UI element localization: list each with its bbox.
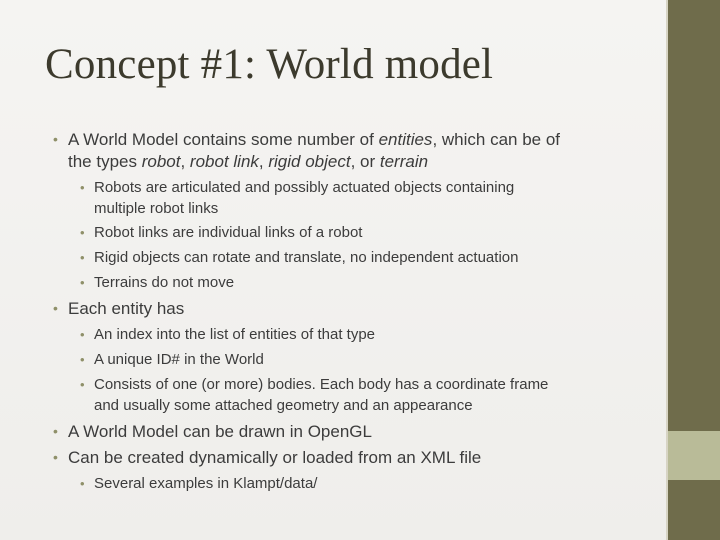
bullet-world-model-types-line xyxy=(53,151,428,172)
bullet-text-emphasis: terrain xyxy=(379,152,429,171)
bullet-dot-icon: • xyxy=(80,476,85,491)
bullet-dot-icon: • xyxy=(80,352,85,367)
side-bar-accent-block xyxy=(668,431,720,480)
bullet-text: Each entity has xyxy=(68,299,185,318)
bullet-dot-icon: • xyxy=(80,250,85,265)
bullet-xml-file xyxy=(53,447,481,468)
sub-bullet-examples xyxy=(80,473,317,494)
bullet-text-emphasis: entities xyxy=(378,130,433,149)
bullet-dot-icon: • xyxy=(53,300,58,316)
bullet-dot-icon: • xyxy=(80,327,85,342)
sub-bullet-terrains xyxy=(80,272,234,293)
bullet-dot-icon: • xyxy=(53,423,58,439)
bullet-text: the types xyxy=(68,152,142,171)
bullet-dot-icon: • xyxy=(80,225,85,240)
sub-bullet-robots xyxy=(80,177,514,198)
bullet-text-emphasis: robot xyxy=(141,152,181,171)
sub-bullet-robot-links xyxy=(80,222,362,243)
bullet-text: A World Model contains some number of xyxy=(68,130,379,149)
sub-bullet-robots-line2 xyxy=(80,198,218,219)
bullet-text-emphasis: robot link xyxy=(189,152,259,171)
bullet-dot-icon: • xyxy=(80,180,85,195)
bullet-text: Rigid objects can rotate and translate, no independent actuation xyxy=(94,249,519,266)
bullet-text: Robot links are individual links of a robot xyxy=(94,224,363,241)
sub-bullet-unique-id xyxy=(80,349,264,370)
bullet-text: multiple robot links xyxy=(94,200,219,217)
bullet-text: Terrains do not move xyxy=(94,274,235,291)
slide-title: Concept #1: World model xyxy=(45,41,494,88)
bullet-text: Consists of one (or more) bodies. Each body has a coordinate frame xyxy=(94,376,549,393)
bullet-dot-icon: • xyxy=(80,275,85,290)
bullet-dot-icon: • xyxy=(53,131,58,147)
bullet-text: An index into the list of entities of that type xyxy=(94,326,376,343)
sub-bullet-bodies xyxy=(80,374,548,395)
bullet-text: Several examples in Klampt/data/ xyxy=(94,475,318,492)
bullet-text: , which can be of xyxy=(432,130,561,149)
bullet-text: A World Model can be drawn in OpenGL xyxy=(68,422,372,441)
bullet-text-emphasis: rigid object xyxy=(268,152,351,171)
bullet-each-entity xyxy=(53,298,184,319)
bullet-text: , xyxy=(180,152,190,171)
bullet-dot-icon: • xyxy=(80,377,85,392)
sub-bullet-index xyxy=(80,324,375,345)
bullet-text: Can be created dynamically or loaded from an XML file xyxy=(68,448,482,467)
bullet-opengl xyxy=(53,421,372,442)
sub-bullet-rigid-objects xyxy=(80,247,518,268)
bullet-text: , xyxy=(258,152,269,171)
bullet-text: A unique ID# in the World xyxy=(94,351,264,368)
bullet-world-model-entities xyxy=(53,129,560,150)
bullet-text: Robots are articulated and possibly actuated objects containing xyxy=(94,179,515,196)
bullet-text: , or xyxy=(350,152,380,171)
bullet-text: and usually some attached geometry and an appearance xyxy=(94,397,473,414)
sub-bullet-bodies-line2 xyxy=(80,395,473,416)
bullet-dot-icon: • xyxy=(53,449,58,465)
